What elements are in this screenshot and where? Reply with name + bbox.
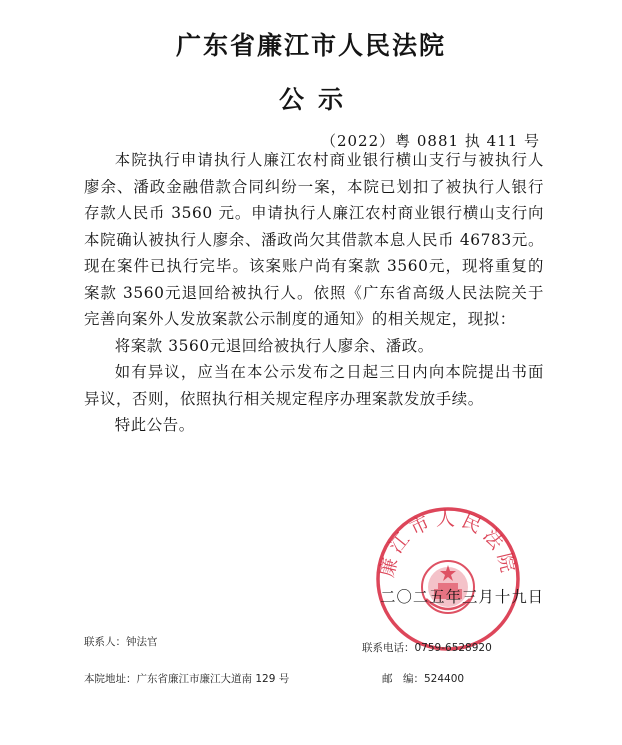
notice-title: 公示 (278, 85, 357, 114)
body-paragraph-refund: 将案款 3560元退回给被执行人廖余、潘政。 (114, 336, 434, 355)
body-paragraph-objection: 如有异议，应当在本公示发布之日起三日内向本院提出书面异议，否则，依照执行相关规定程序办理案款发放手续。 (84, 363, 544, 408)
footer-contact: 联系人：钟法官 (84, 636, 158, 648)
notice-date: 二〇二五年三月十九日 (380, 588, 544, 606)
footer-postcode: 邮 编：524400 (382, 673, 465, 685)
notice-body (84, 147, 544, 439)
footer-address: 本院地址：广东省廉江市廉江大道南 129 号 (84, 673, 290, 685)
court-seal (372, 503, 524, 655)
court-name-heading: 广东省廉江市人民法院 (175, 31, 446, 60)
footer-phone: 联系电话：0759-6528920 (362, 642, 492, 654)
body-paragraph-main: 本院执行申请执行人廉江农村商业银行横山支行与被执行人廖余、潘政金融借款合同纠纷一案，本院已划扣了被执行人银行存款人民币 3560 元。申请执行人廉江农村商业银行横山支行向本院确认被执行人廖余、潘政尚欠其借款本息人民币 46783元。现在案件已执行完毕。该案账户尚有案款 3560元，现将重复的案款 3560元退回给被执行人。依照《广东省高级人民法院关于完善向案外人发放案款公示制度的通知》的相关规定，现拟： (84, 151, 544, 328)
seal-text: 廉江市人民法院 (376, 508, 520, 580)
body-paragraph-closing: 特此公告。 (114, 416, 195, 434)
case-number: （2022）粤 0881 执 411 号 (320, 132, 540, 150)
